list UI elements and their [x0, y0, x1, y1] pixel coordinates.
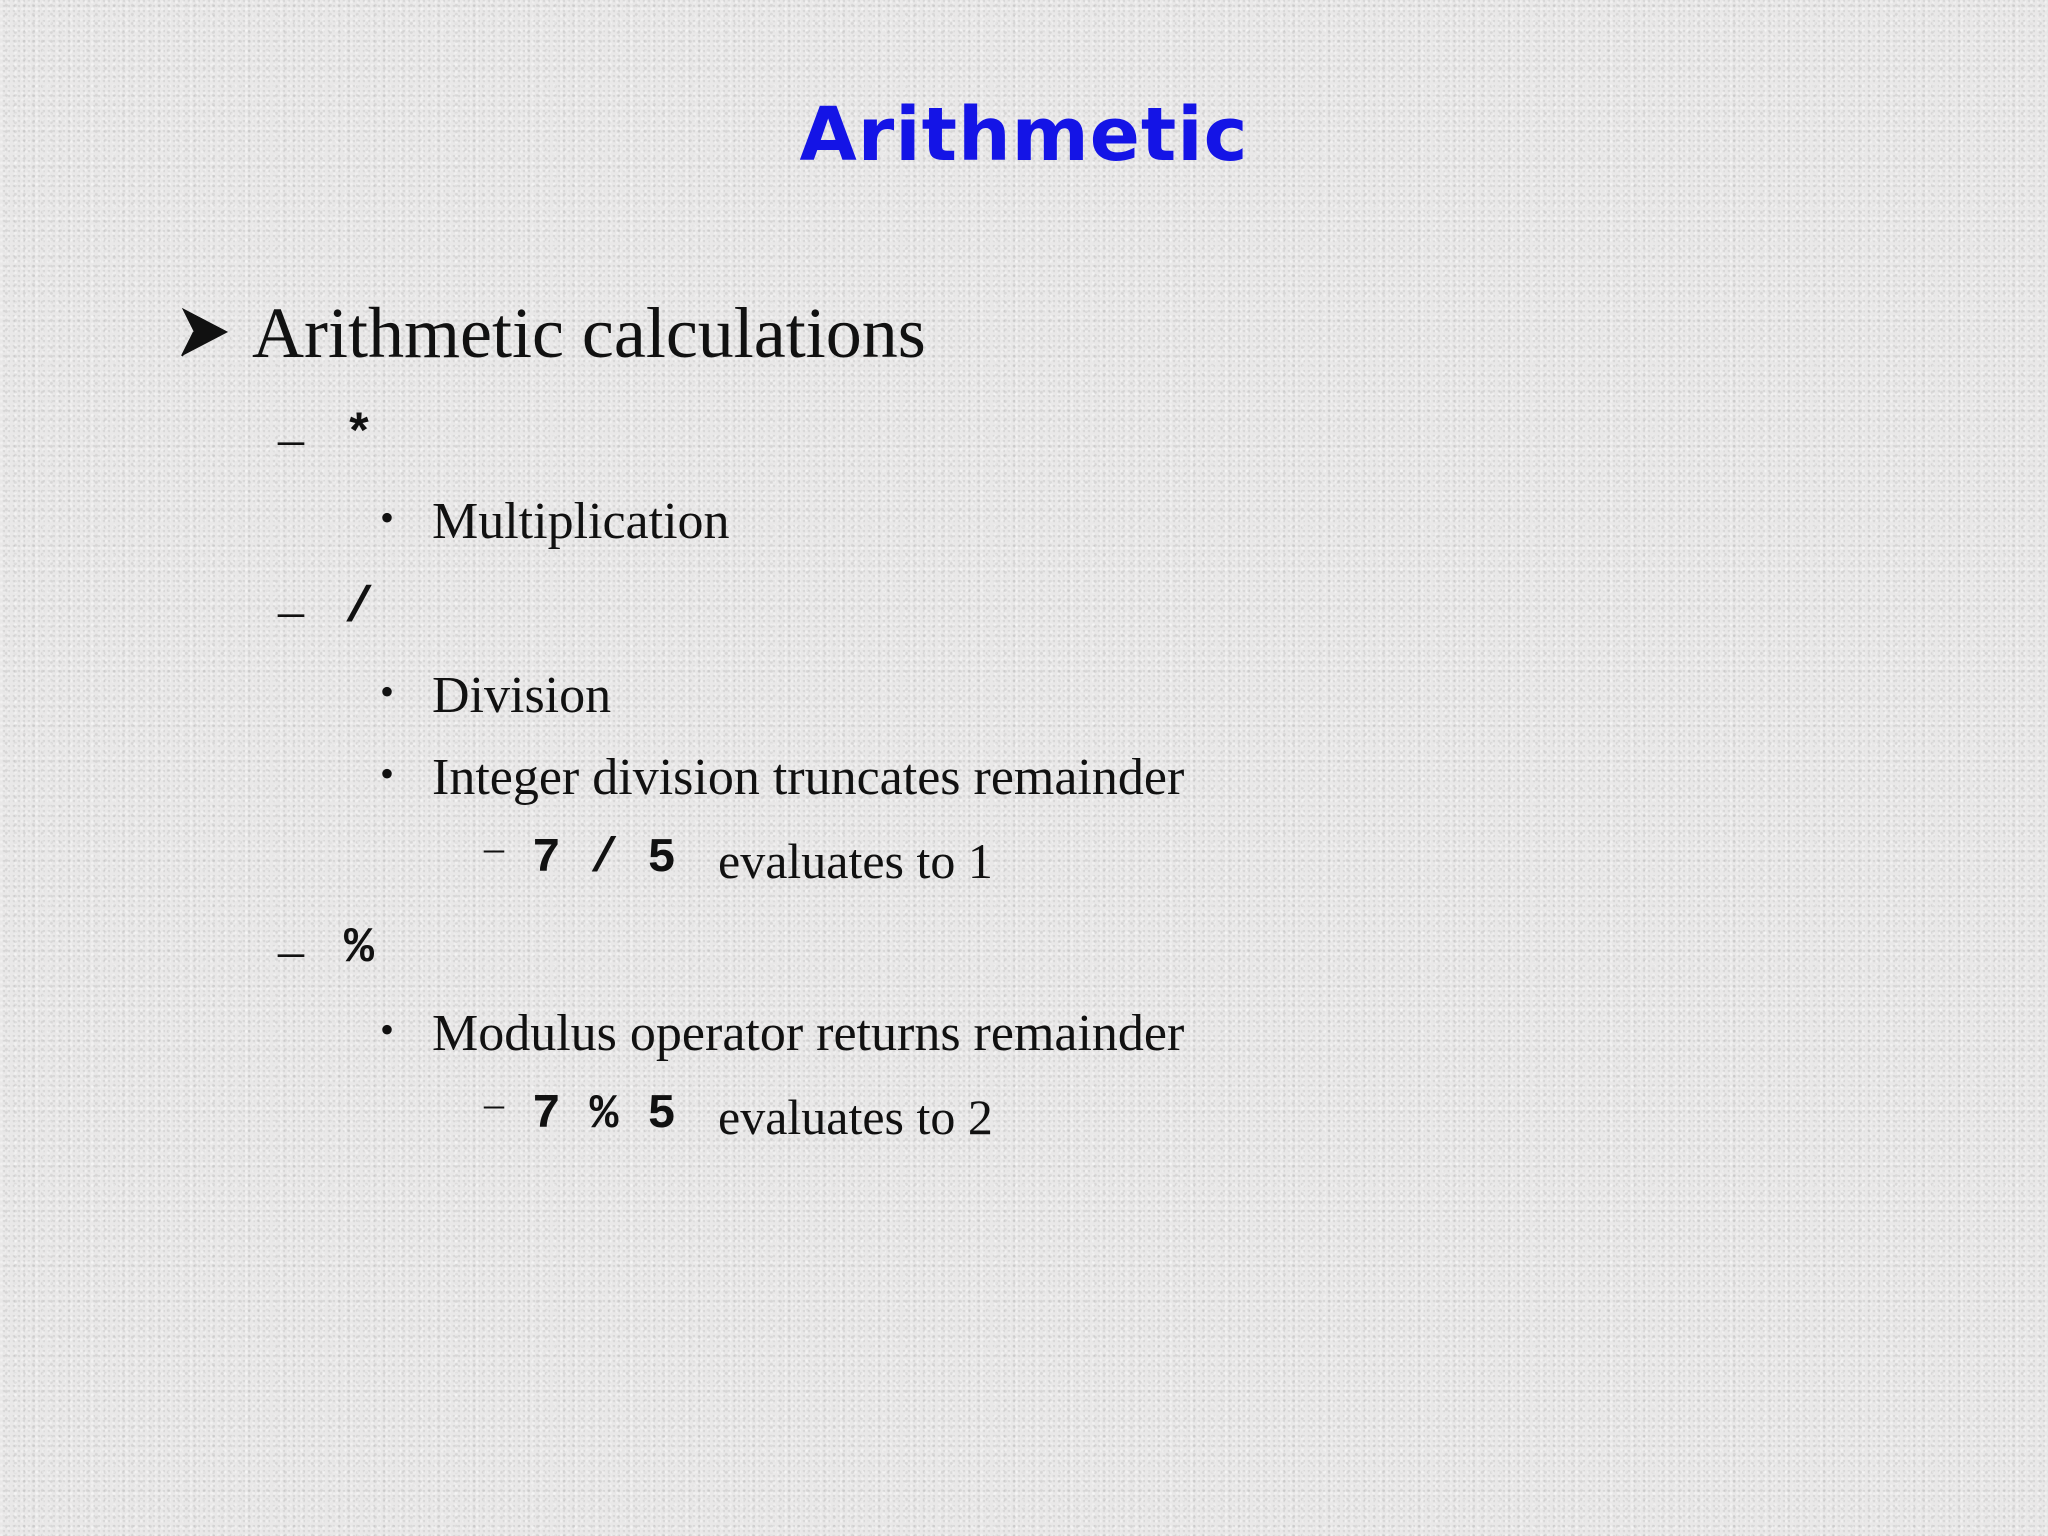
dash-marker: –: [484, 825, 504, 870]
heading-text: Arithmetic calculations: [252, 293, 926, 373]
item-text: Multiplication: [432, 493, 730, 550]
item-text: Modulus operator returns remainder: [432, 1005, 1185, 1062]
dot-marker: •: [380, 1007, 395, 1052]
operator-symbol: %: [344, 920, 375, 977]
operator-symbol: /: [344, 580, 375, 637]
item-text: Division: [432, 667, 612, 724]
dash-marker: –: [278, 411, 304, 468]
example-code: 7 % 5: [532, 1088, 677, 1142]
arrowhead-bullet-icon: [180, 306, 230, 358]
item-text: Integer division truncates remainder: [432, 749, 1185, 806]
operator-symbol: *: [344, 408, 375, 465]
example-code: 7 / 5: [532, 832, 677, 886]
slide-title: Arithmetic: [799, 92, 1249, 178]
dash-marker: –: [278, 583, 304, 640]
dot-marker: •: [380, 495, 395, 540]
dot-marker: •: [380, 751, 395, 796]
dash-marker: –: [484, 1081, 504, 1126]
dot-marker: •: [380, 669, 395, 714]
dash-marker: –: [278, 923, 304, 980]
example-text: evaluates to 1: [718, 833, 993, 889]
example-text: evaluates to 2: [718, 1089, 993, 1145]
